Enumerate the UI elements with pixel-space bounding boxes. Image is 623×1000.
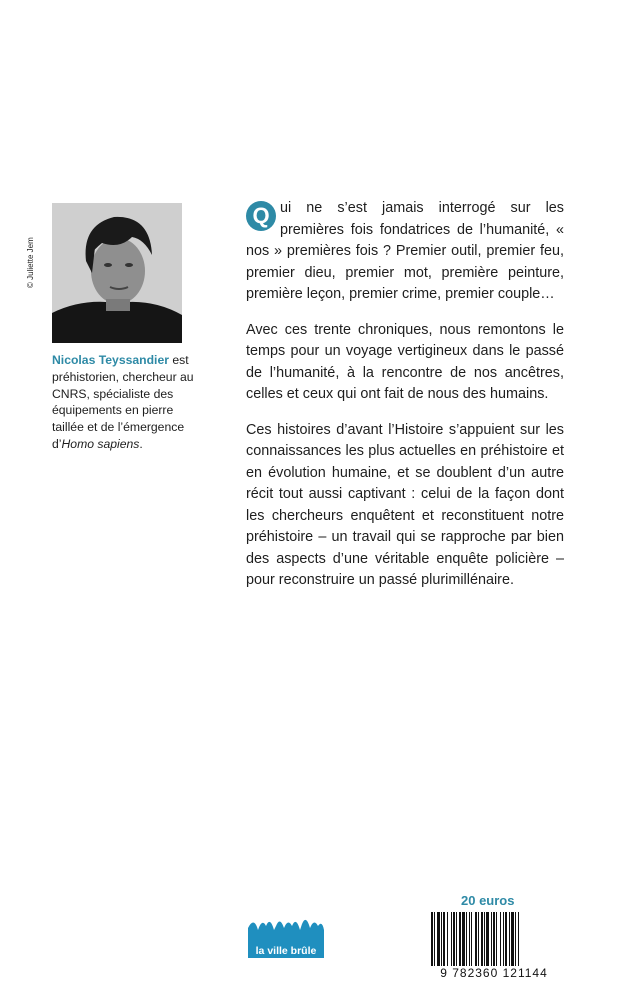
publisher-logo-text: la ville brûle [255, 945, 317, 957]
back-cover-text [246, 198, 564, 606]
barcode-bar [481, 912, 483, 966]
barcode-bar [453, 912, 455, 966]
barcode-bar [486, 912, 489, 966]
author-bio-italic: Homo sapiens [61, 436, 140, 451]
paragraph-3: Ces histoires d’avant l’Histoire s’appuient sur les connaissances les plus actuelles en préhistoire et en évolution humaine, et se doublent d’un autre récit tout aussi captivant : celui de la façon dont les chercheurs enquêtent et reconstituent notre préhistoire – un travail qui se rapproche par bien des aspects d’une véritable enquête policière – pour reconstruire un passé plurimillénaire. [246, 421, 564, 588]
author-photo [52, 203, 182, 343]
barcode-bar [469, 912, 470, 966]
barcode-bar [437, 912, 440, 966]
author-bio-end: . [139, 436, 143, 451]
photo-credit: © Juliette Jem [26, 237, 35, 288]
paragraph-1 [246, 198, 564, 306]
barcode-bar [456, 912, 457, 966]
barcode-bar [462, 912, 465, 966]
barcode-bar [475, 912, 477, 966]
barcode-bar [491, 912, 492, 966]
barcode-bar [518, 912, 519, 966]
paragraph-2: Avec ces trente chroniques, nous remontons le temps pour un voyage vertigineux dans le passé de l’humanité, à la rencontre de nos ancêtres, celles et ceux qui ont fait de nous des humains. [246, 321, 564, 402]
isbn-number: 9 782360 121144 [440, 966, 548, 980]
barcode-bar [511, 912, 514, 966]
barcode-bar [503, 912, 504, 966]
author-bio-text: est préhistorien, chercheur au CNRS, spécialiste des équipements en pierre taillée et de l’émergence d’ [52, 353, 194, 451]
barcode-bar [484, 912, 485, 966]
barcode-bar [447, 912, 448, 966]
author-bio [52, 352, 202, 453]
barcode-bar [441, 912, 442, 966]
isbn-barcode [423, 912, 565, 982]
barcode-bar [459, 912, 461, 966]
barcode-bar [496, 912, 497, 966]
barcode-bar [500, 912, 501, 966]
paragraph-1-text: ui ne s’est jamais interrogé sur les premières fois fondatrices de l’humanité, « nos » premières fois ? Premier outil, premier feu, premier dieu, premier mot, première peinture, première leçon, premier crime, premier couple… [246, 200, 564, 302]
barcode-bar [434, 912, 435, 966]
barcode-bar [431, 912, 433, 966]
barcode-bar [466, 912, 467, 966]
barcode-bar [471, 912, 472, 966]
publisher-logo [248, 916, 324, 958]
price: 20 euros [461, 893, 515, 908]
barcode-bar [493, 912, 495, 966]
dropcap: Q [246, 201, 276, 231]
barcode-bar [509, 912, 510, 966]
barcode-bar [443, 912, 445, 966]
barcode-bar [451, 912, 452, 966]
barcode-bar [478, 912, 479, 966]
author-name: Nicolas Teyssandier [52, 353, 169, 367]
barcode-bar [505, 912, 507, 966]
barcode-bar [515, 912, 516, 966]
